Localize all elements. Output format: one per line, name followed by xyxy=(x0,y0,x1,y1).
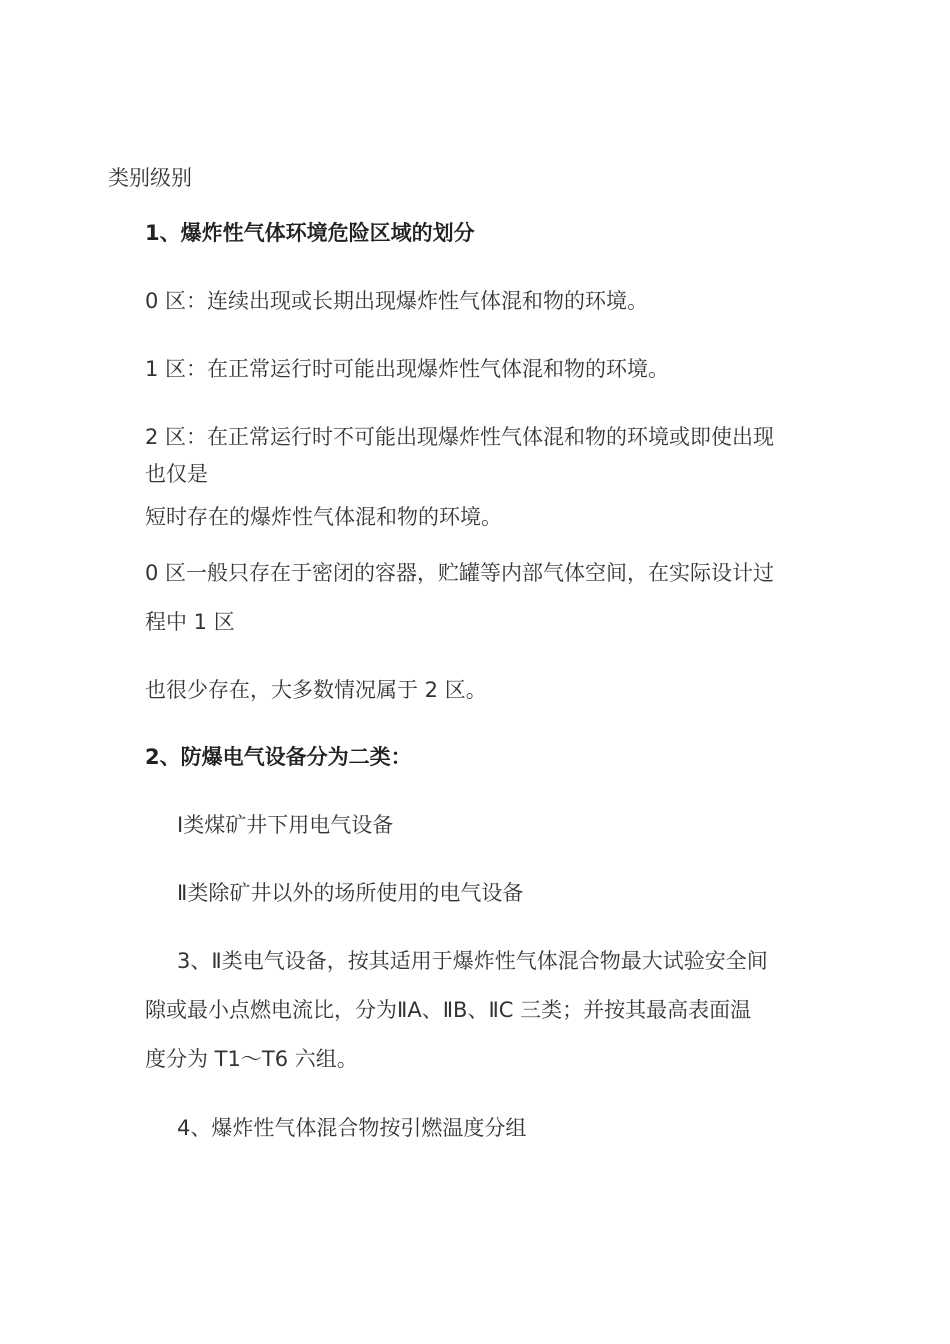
class1-text: Ⅰ类煤矿井下用电气设备 xyxy=(177,813,394,837)
section4-heading: 4、爆炸性气体混合物按引燃温度分组 xyxy=(177,1116,527,1140)
zone2-text-line1: 2 区：在正常运行时不可能出现爆炸性气体混和物的环境或即使出现 xyxy=(145,425,775,449)
class2-text: Ⅱ类除矿井以外的场所使用的电气设备 xyxy=(177,881,524,905)
category-heading: 类别级别 xyxy=(108,166,192,190)
zone1-text: 1 区：在正常运行时可能出现爆炸性气体混和物的环境。 xyxy=(145,357,670,381)
zone2-text-line3: 短时存在的爆炸性气体混和物的环境。 xyxy=(145,505,502,529)
section2-heading: 2、防爆电气设备分为二类： xyxy=(145,745,412,769)
zone0-text: 0 区：连续出现或长期出现爆炸性气体混和物的环境。 xyxy=(145,289,649,313)
section1-heading: 1、爆炸性气体环境危险区域的划分 xyxy=(145,221,475,245)
zone-note-line1: 0 区一般只存在于密闭的容器，贮罐等内部气体空间，在实际设计过 xyxy=(145,561,775,585)
zone-note-line2: 程中 1 区 xyxy=(145,610,235,634)
zone-note-line3: 也很少存在，大多数情况属于 2 区。 xyxy=(145,678,487,702)
section3-line2: 隙或最小点燃电流比，分为ⅡA、ⅡB、ⅡC 三类；并按其最高表面温 xyxy=(145,998,752,1022)
section3-line1: 3、Ⅱ类电气设备，按其适用于爆炸性气体混合物最大试验安全间 xyxy=(177,949,768,973)
zone2-text-line2: 也仅是 xyxy=(145,462,208,486)
section3-line3: 度分为 T1～T6 六组。 xyxy=(145,1047,358,1071)
